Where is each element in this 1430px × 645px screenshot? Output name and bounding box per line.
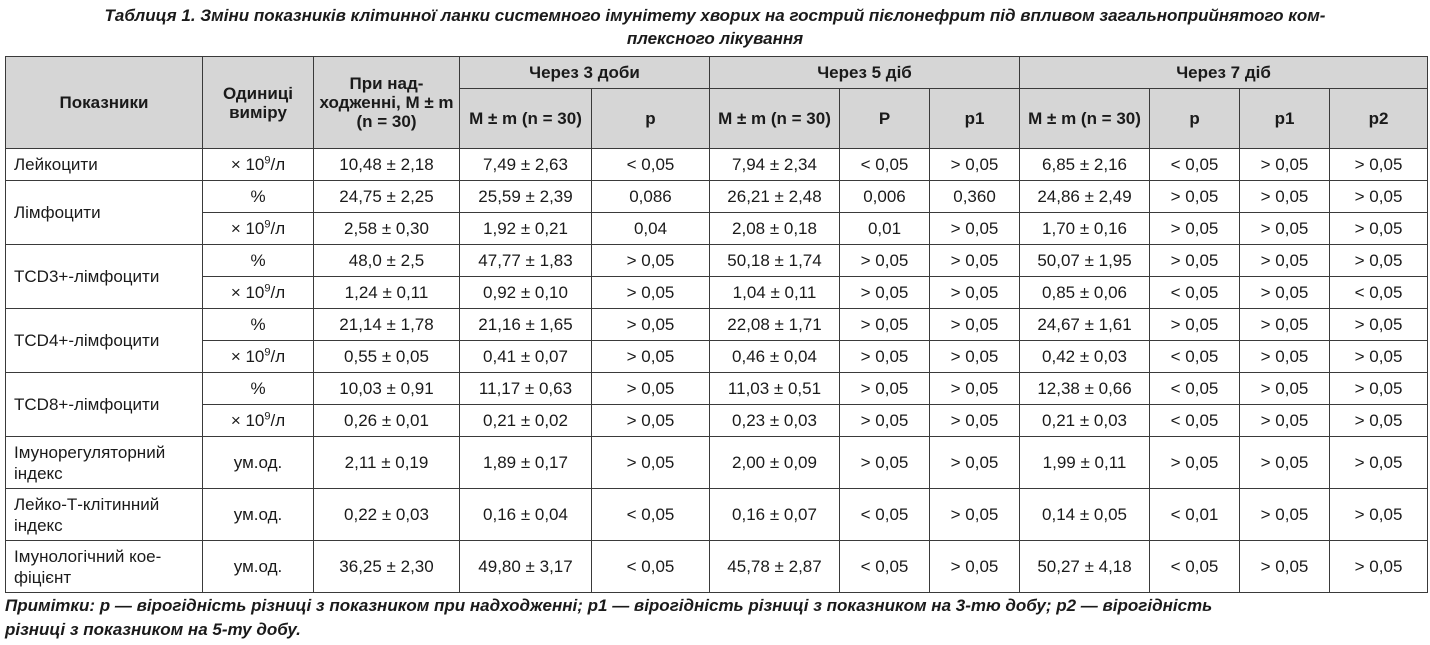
value-cell: > 0,05 [930, 341, 1020, 373]
table-row [6, 245, 1428, 277]
header-day7-p: p [1150, 89, 1240, 149]
value-cell: > 0,05 [930, 437, 1020, 489]
header-day3: Через 3 доби [460, 57, 710, 89]
value-cell: 0,46 ± 0,04 [710, 341, 840, 373]
indicator-name: Лейкоцити [6, 149, 203, 181]
value-cell: 0,21 ± 0,03 [1020, 405, 1150, 437]
value-cell: > 0,05 [1150, 181, 1240, 213]
table-row [6, 309, 1428, 341]
value-cell: 2,00 ± 0,09 [710, 437, 840, 489]
indicator-name: TCD3+-лімфоцити [6, 245, 203, 309]
value-cell: < 0,05 [592, 149, 710, 181]
value-cell: 0,85 ± 0,06 [1020, 277, 1150, 309]
value-cell: < 0,01 [1150, 489, 1240, 541]
value-cell: 0,16 ± 0,07 [710, 489, 840, 541]
value-cell: > 0,05 [1240, 245, 1330, 277]
value-cell: < 0,05 [592, 489, 710, 541]
value-cell: 1,24 ± 0,11 [314, 277, 460, 309]
value-cell: 21,16 ± 1,65 [460, 309, 592, 341]
table-row [6, 541, 1428, 593]
unit-cell: % [203, 309, 314, 341]
value-cell: 0,22 ± 0,03 [314, 489, 460, 541]
value-cell: 24,67 ± 1,61 [1020, 309, 1150, 341]
header-day7-p1: p1 [1240, 89, 1330, 149]
value-cell: > 0,05 [1240, 213, 1330, 245]
value-cell: > 0,05 [930, 213, 1020, 245]
value-cell: 2,08 ± 0,18 [710, 213, 840, 245]
value-cell: 24,75 ± 2,25 [314, 181, 460, 213]
value-cell: > 0,05 [1330, 181, 1428, 213]
header-day5-mm: M ± m (n = 30) [710, 89, 840, 149]
value-cell: 0,086 [592, 181, 710, 213]
table-row [6, 277, 1428, 309]
value-cell: 26,21 ± 2,48 [710, 181, 840, 213]
table-row [6, 181, 1428, 213]
value-cell: < 0,05 [1150, 149, 1240, 181]
table-row [6, 341, 1428, 373]
unit-cell: % [203, 245, 314, 277]
value-cell: 45,78 ± 2,87 [710, 541, 840, 593]
header-day5: Через 5 діб [710, 57, 1020, 89]
value-cell: > 0,05 [592, 437, 710, 489]
value-cell: > 0,05 [930, 277, 1020, 309]
notes-line-2: різниці з показником на 5-ту добу. [5, 620, 301, 639]
value-cell: > 0,05 [592, 309, 710, 341]
value-cell: > 0,05 [1150, 309, 1240, 341]
table-row [6, 373, 1428, 405]
value-cell: 6,85 ± 2,16 [1020, 149, 1150, 181]
value-cell: 1,70 ± 0,16 [1020, 213, 1150, 245]
indicator-name: TCD4+-лімфоцити [6, 309, 203, 373]
value-cell: > 0,05 [1240, 405, 1330, 437]
value-cell: > 0,05 [840, 341, 930, 373]
value-cell: 47,77 ± 1,83 [460, 245, 592, 277]
value-cell: > 0,05 [840, 405, 930, 437]
value-cell: > 0,05 [930, 405, 1020, 437]
unit-cell: ум.од. [203, 541, 314, 593]
indicator-name: Лімфоцити [6, 181, 203, 245]
value-cell: 0,360 [930, 181, 1020, 213]
value-cell: > 0,05 [1150, 245, 1240, 277]
value-cell: < 0,05 [1150, 341, 1240, 373]
value-cell: 36,25 ± 2,30 [314, 541, 460, 593]
caption-line-2: плексного лікування [626, 29, 804, 48]
header-day3-mm: M ± m (n = 30) [460, 89, 592, 149]
value-cell: 0,41 ± 0,07 [460, 341, 592, 373]
value-cell: 0,42 ± 0,03 [1020, 341, 1150, 373]
table-row [6, 405, 1428, 437]
unit-cell: ум.од. [203, 437, 314, 489]
header-row-1 [6, 57, 1428, 89]
value-cell: > 0,05 [1330, 437, 1428, 489]
unit-cell: % [203, 181, 314, 213]
indicator-name: Лейко-Т-клітинний індекс [6, 489, 203, 541]
header-units: Одиниці виміру [203, 57, 314, 149]
value-cell: 1,89 ± 0,17 [460, 437, 592, 489]
value-cell: 0,55 ± 0,05 [314, 341, 460, 373]
value-cell: < 0,05 [1150, 405, 1240, 437]
value-cell: 0,92 ± 0,10 [460, 277, 592, 309]
value-cell: > 0,05 [1330, 309, 1428, 341]
value-cell: 11,03 ± 0,51 [710, 373, 840, 405]
header-day3-p: p [592, 89, 710, 149]
value-cell: 0,04 [592, 213, 710, 245]
value-cell: 49,80 ± 3,17 [460, 541, 592, 593]
table-row [6, 437, 1428, 489]
value-cell: > 0,05 [1330, 489, 1428, 541]
value-cell: 21,14 ± 1,78 [314, 309, 460, 341]
unit-cell: × $10^9/л$ [203, 405, 314, 437]
value-cell: > 0,05 [1330, 405, 1428, 437]
value-cell: > 0,05 [592, 341, 710, 373]
value-cell: 1,99 ± 0,11 [1020, 437, 1150, 489]
value-cell: > 0,05 [1240, 277, 1330, 309]
value-cell: 1,04 ± 0,11 [710, 277, 840, 309]
indicator-name: TCD8+-лімфоцити [6, 373, 203, 437]
value-cell: > 0,05 [1330, 373, 1428, 405]
value-cell: 22,08 ± 1,71 [710, 309, 840, 341]
value-cell: < 0,05 [840, 149, 930, 181]
header-day7: Через 7 діб [1020, 57, 1428, 89]
data-table [5, 56, 1428, 593]
value-cell: 10,03 ± 0,91 [314, 373, 460, 405]
value-cell: < 0,05 [1150, 277, 1240, 309]
value-cell: > 0,05 [930, 489, 1020, 541]
value-cell: 0,006 [840, 181, 930, 213]
value-cell: < 0,05 [1330, 277, 1428, 309]
value-cell: > 0,05 [1330, 213, 1428, 245]
value-cell: > 0,05 [1240, 309, 1330, 341]
unit-cell: × $10^9/л$ [203, 149, 314, 181]
header-day7-p2: p2 [1330, 89, 1428, 149]
value-cell: > 0,05 [1150, 437, 1240, 489]
value-cell: 0,01 [840, 213, 930, 245]
value-cell: 25,59 ± 2,39 [460, 181, 592, 213]
header-day7-mm: M ± m (n = 30) [1020, 89, 1150, 149]
value-cell: 50,18 ± 1,74 [710, 245, 840, 277]
value-cell: > 0,05 [1240, 373, 1330, 405]
value-cell: > 0,05 [1150, 213, 1240, 245]
value-cell: > 0,05 [1330, 245, 1428, 277]
value-cell: > 0,05 [1240, 341, 1330, 373]
value-cell: > 0,05 [1330, 341, 1428, 373]
value-cell: > 0,05 [930, 149, 1020, 181]
table-row [6, 489, 1428, 541]
header-day5-p1: p1 [930, 89, 1020, 149]
value-cell: > 0,05 [840, 309, 930, 341]
value-cell: > 0,05 [1240, 489, 1330, 541]
notes-line-1: Примітки: p — вірогідність різниці з показником при надходженні; p1 — вірогідність різниці з показником на 3-тю добу; p2 — вірогідність [5, 596, 1213, 615]
value-cell: > 0,05 [840, 245, 930, 277]
value-cell: > 0,05 [592, 373, 710, 405]
value-cell: > 0,05 [1330, 149, 1428, 181]
value-cell: > 0,05 [930, 245, 1020, 277]
value-cell: 0,14 ± 0,05 [1020, 489, 1150, 541]
table-caption [0, 4, 1430, 50]
value-cell: 0,16 ± 0,04 [460, 489, 592, 541]
value-cell: 2,58 ± 0,30 [314, 213, 460, 245]
value-cell: < 0,05 [1150, 373, 1240, 405]
indicator-name: Імунологічний кое- фіцієнт [6, 541, 203, 593]
caption-line-1: Таблиця 1. Зміни показників клітинної ланки системного імунітету хворих на гострий пієлонефрит під впливом загальноприйнятого ком- [104, 6, 1326, 25]
value-cell: < 0,05 [1150, 541, 1240, 593]
value-cell: > 0,05 [592, 277, 710, 309]
value-cell: > 0,05 [930, 309, 1020, 341]
value-cell: 12,38 ± 0,66 [1020, 373, 1150, 405]
value-cell: > 0,05 [840, 277, 930, 309]
value-cell: > 0,05 [930, 541, 1020, 593]
value-cell: 0,21 ± 0,02 [460, 405, 592, 437]
value-cell: 7,49 ± 2,63 [460, 149, 592, 181]
table-row [6, 213, 1428, 245]
value-cell: 7,94 ± 2,34 [710, 149, 840, 181]
value-cell: < 0,05 [840, 489, 930, 541]
value-cell: 10,48 ± 2,18 [314, 149, 460, 181]
value-cell: > 0,05 [592, 405, 710, 437]
table-notes [5, 594, 1425, 642]
unit-cell: × $10^9/л$ [203, 277, 314, 309]
value-cell: > 0,05 [1240, 437, 1330, 489]
header-indicator: Показники [6, 57, 203, 149]
value-cell: 1,92 ± 0,21 [460, 213, 592, 245]
unit-cell: ум.од. [203, 489, 314, 541]
unit-cell: × $10^9/л$ [203, 341, 314, 373]
value-cell: > 0,05 [1240, 149, 1330, 181]
value-cell: > 0,05 [840, 437, 930, 489]
value-cell: < 0,05 [840, 541, 930, 593]
value-cell: 2,11 ± 0,19 [314, 437, 460, 489]
value-cell: > 0,05 [1240, 181, 1330, 213]
value-cell: > 0,05 [840, 373, 930, 405]
value-cell: 11,17 ± 0,63 [460, 373, 592, 405]
table-wrapper [5, 56, 1427, 593]
header-day5-p: P [840, 89, 930, 149]
value-cell: 0,26 ± 0,01 [314, 405, 460, 437]
unit-cell: % [203, 373, 314, 405]
value-cell: > 0,05 [1330, 541, 1428, 593]
value-cell: > 0,05 [1240, 541, 1330, 593]
value-cell: 48,0 ± 2,5 [314, 245, 460, 277]
value-cell: > 0,05 [592, 245, 710, 277]
value-cell: 50,07 ± 1,95 [1020, 245, 1150, 277]
value-cell: 24,86 ± 2,49 [1020, 181, 1150, 213]
unit-cell: × $10^9/л$ [203, 213, 314, 245]
value-cell: 0,23 ± 0,03 [710, 405, 840, 437]
header-admission: При над-ходженні, M ± m (n = 30) [314, 57, 460, 149]
table-row [6, 149, 1428, 181]
value-cell: < 0,05 [592, 541, 710, 593]
value-cell: 50,27 ± 4,18 [1020, 541, 1150, 593]
indicator-name: Імунорегуляторний індекс [6, 437, 203, 489]
value-cell: > 0,05 [930, 373, 1020, 405]
